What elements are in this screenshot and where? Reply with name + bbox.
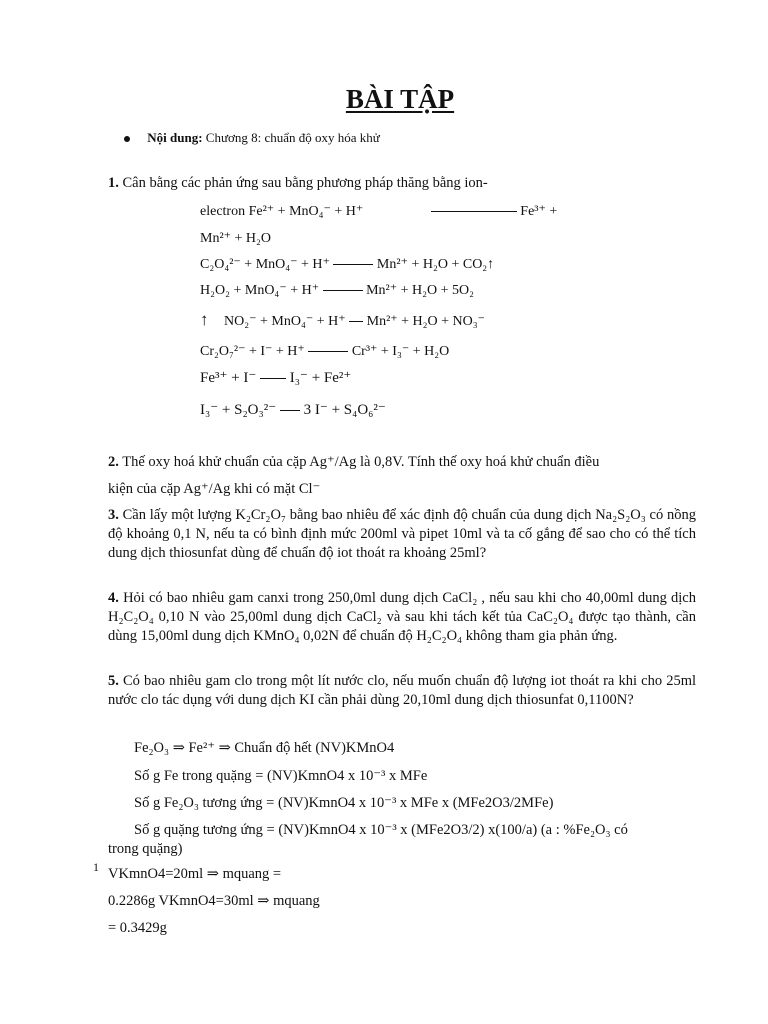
q1-eq2: C₂O₄²⁻ + MnO₄⁻ + H⁺ Mn²⁺ + H₂O + CO₂↑: [200, 257, 495, 272]
q2-line2: kiện của cặp Ag⁺/Ag khi có mặt Cl⁻: [108, 481, 321, 497]
q1-eq1-cont: Mn²⁺ + H₂O: [200, 231, 272, 246]
q2-line1: 2. Thế oxy hoá khử chuẩn của cặp Ag⁺/Ag là 0,8V. Tính thế oxy hoá khử chuẩn điều: [108, 454, 600, 470]
q1-eq1: electron Fe²⁺ + MnO₄⁻ + H⁺ Fe³⁺ +: [200, 204, 558, 219]
bullet-icon: [124, 136, 130, 142]
content-row: [124, 130, 380, 146]
solution-line-3: Số g Fe₂O₃ tương ứng = (NV)KmnO4 x 10⁻³ x MFe x (MFe2O3/2MFe): [134, 795, 554, 811]
q1-eq7: I₃⁻ + S₂O₃²⁻ 3 I⁻ + S₄O₆²⁻: [200, 402, 386, 418]
q1-eq5: Cr₂O₇²⁻ + I⁻ + H⁺ Cr³⁺ + I₃⁻ + H₂O: [200, 344, 450, 359]
q3-text: 3. Cần lấy một lượng K₂Cr₂O₇ bằng bao nhiêu để xác định độ chuẩn của dung dịch Na₂S₂O₃ có nồng độ khoảng 0,1 N, nếu ta có bình định mức 200ml và pipet 10ml và ta cố gắng để sao cho có thể tích dung dịch thiosunfat dùng để chuẩn độ iot thoát ra khoảng 25ml?: [108, 507, 697, 561]
solution-line-5: VKmnO4=20ml ⇒ mquang =: [108, 866, 282, 882]
page-title: BÀI TẬP: [345, 84, 455, 114]
content-label: Nội dung:: [147, 130, 203, 145]
solution-line-4b: trong quặng): [108, 841, 183, 857]
q1-intro: 1. Cân bằng các phản ứng sau bằng phương pháp thăng bằng ion-: [108, 175, 488, 191]
solution-line-1: Fe₂O₃ ⇒ Fe²⁺ ⇒ Chuẩn độ hết (NV)KMnO4: [134, 740, 395, 756]
q4-text: 4. Hỏi có bao nhiêu gam canxi trong 250,0ml dung dịch CaCl₂ , nếu sau khi cho 40,00ml dung dịch H₂C₂O₄ 0,10 N vào 25,00ml dung dịch CaCl₂ và sau khi tách kết tủa CaC₂O₄ được tạo thành, cần dùng 15,00ml dung dịch KMnO₄ 0,02N để chuẩn độ H₂C₂O₄ không tham gia phản ứng.: [108, 590, 696, 644]
q1-eq3: H₂O₂ + MnO₄⁻ + H⁺ Mn²⁺ + H₂O + 5O₂: [200, 283, 475, 298]
q1-eq4: ↑ NO₂⁻ + MnO₄⁻ + H⁺ Mn²⁺ + H₂O + NO₃⁻: [200, 310, 486, 329]
solution-line-4a: Số g quặng tương ứng = (NV)KmnO4 x 10⁻³ x (MFe2O3/2) x(100/a) (a : %Fe₂O₃ có: [134, 822, 628, 838]
q1-eq6: Fe³⁺ + I⁻ I₃⁻ + Fe²⁺: [200, 370, 352, 386]
q5-text: 5. Có bao nhiêu gam clo trong một lít nước clo, nếu muốn chuẩn độ lượng iot thoát ra khi cho 25ml nước clo tác dụng với dung dịch KI cần phải dùng 20,10ml dung dịch thiosunfat 0,1100N?: [108, 673, 696, 708]
solution-line-6: 0.2286g VKmnO4=30ml ⇒ mquang: [108, 893, 320, 909]
solution-line-2: Số g Fe trong quặng = (NV)KmnO4 x 10⁻³ x MFe: [134, 768, 428, 784]
footnote-number: 1: [93, 860, 99, 874]
solution-line-7: = 0.3429g: [108, 920, 167, 936]
content-text: Chương 8: chuẩn độ oxy hóa khử: [205, 130, 380, 145]
